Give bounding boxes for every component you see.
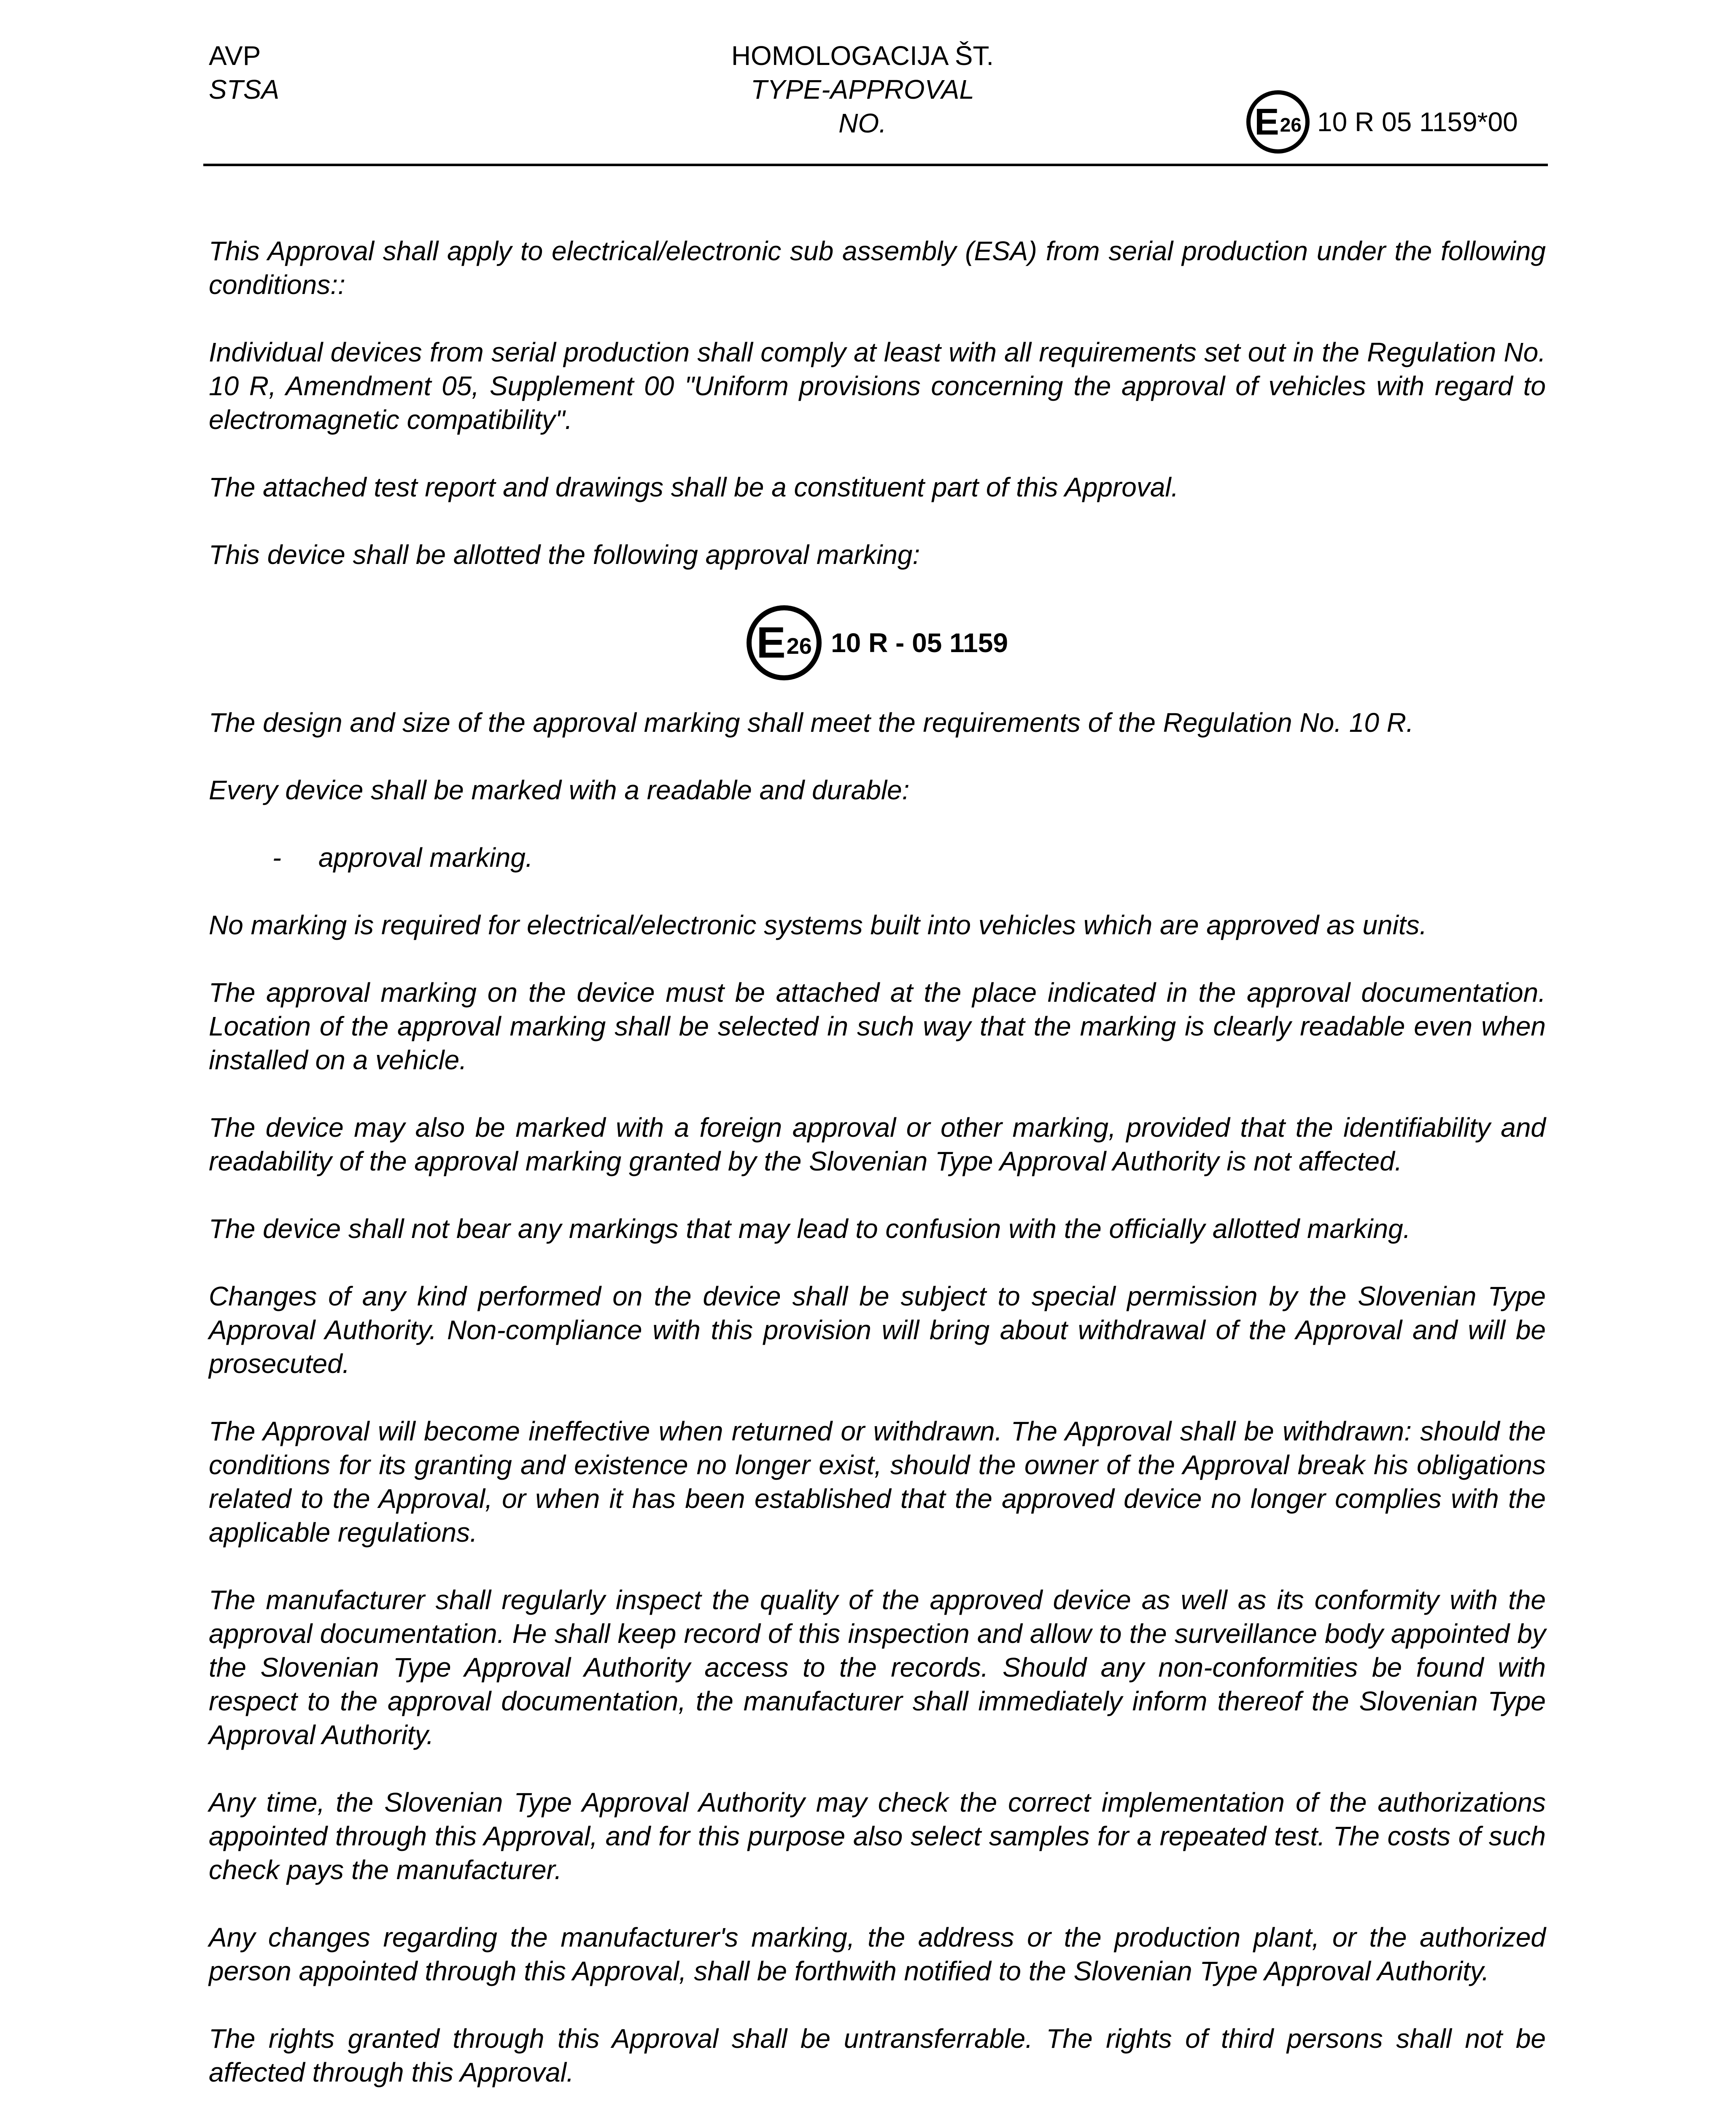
list-item <box>209 841 1546 874</box>
e26-circle-icon <box>1246 90 1310 154</box>
marking-letter: E <box>756 618 786 667</box>
emark-letter: E <box>1254 101 1279 143</box>
document-body <box>209 234 1546 2109</box>
header-approval-number: 10 R 05 1159*00 <box>1317 107 1518 137</box>
approval-marking <box>209 605 1546 680</box>
header-title-sl: HOMOLOGACIJA ŠT. <box>731 40 994 71</box>
paragraph-marking-location: The approval marking on the device must be attached at the place indicated in the approval documentation. Location of the approval marking shall be selected in such way that the marking is clearly readable even when installed on a vehicle. <box>209 977 1546 1075</box>
header-title-en: TYPE-APPROVAL NO. <box>751 74 974 138</box>
header-authority-code: AVP <box>209 40 261 71</box>
paragraph-marking-durable: Every device shall be marked with a readable and durable: <box>209 775 910 805</box>
marking-number: 26 <box>786 634 812 659</box>
header-divider <box>203 164 1548 166</box>
emark-number: 26 <box>1280 114 1302 136</box>
bullet-dash: - <box>272 842 281 873</box>
paragraph-attachments: The attached test report and drawings shall be a constituent part of this Approval. <box>209 472 1179 502</box>
header-title <box>728 39 997 140</box>
header-authority-code-en: STSA <box>209 74 280 105</box>
header-authority <box>209 39 279 106</box>
paragraph-marking-intro: This device shall be allotted the following approval marking: <box>209 539 920 570</box>
paragraph-no-confusion: The device shall not bear any markings that may lead to confusion with the officially allotted marking. <box>209 1214 1411 1244</box>
paragraph-requirements: Individual devices from serial production shall comply at least with all requirements set out in the Regulation No. 10 R, Amendment 05, Supplement 00 "Uniform provisions concerning the approval of vehicles with regard to electromagnetic compatibility". <box>209 337 1546 435</box>
e26-marking-icon <box>747 605 822 680</box>
paragraph-marking-design: The design and size of the approval marking shall meet the requirements of the Regulation No. 10 R. <box>209 707 1414 738</box>
paragraph-checks: Any time, the Slovenian Type Approval Authority may check the correct implementation of the authorizations appointed through this Approval, and for this purpose also select samples for a repeated test. The costs of such check pays the manufacturer. <box>209 1787 1546 1885</box>
approval-marking-text: 10 R - 05 1159 <box>831 628 1008 658</box>
header-approval <box>1246 86 1518 158</box>
paragraph-inspection: The manufacturer shall regularly inspect the quality of the approved device as well as its conformity with the approval documentation. He shall keep record of this inspection and allow to the surveillance body appointed by the Slovenian Type Approval Authority access to the records. Should any non-conformities be found with respect to the approval documentation, the manufacturer shall immediately inform thereof the Slovenian Type Approval Authority. <box>209 1585 1546 1750</box>
paragraph-withdrawal: The Approval will become ineffective when returned or withdrawn. The Approval shall be withdrawn: should the conditions for its granting and existence no longer exist, should the owner of the Approval break his obligations related to the Approval, or when it has been established that the approved device no longer complies with the applicable regulations. <box>209 1416 1546 1548</box>
paragraph-scope: This Approval shall apply to electrical/electronic sub assembly (ESA) from serial production under the following conditions:: <box>209 236 1546 300</box>
paragraph-no-marking: No marking is required for electrical/electronic systems built into vehicles which are approved as units. <box>209 910 1427 940</box>
paragraph-rights: The rights granted through this Approval shall be untransferrable. The rights of third persons shall not be affected through this Approval. <box>209 2023 1546 2087</box>
page-header <box>209 39 1546 165</box>
bullet-text: approval marking. <box>318 842 533 873</box>
paragraph-foreign-marking: The device may also be marked with a foreign approval or other marking, provided that the identifiability and readability of the approval marking granted by the Slovenian Type Approval Authority is not affected. <box>209 1112 1546 1176</box>
paragraph-changes: Changes of any kind performed on the device shall be subject to special permission by the Slovenian Type Approval Authority. Non-compliance with this provision will bring about withdrawal of the Approval and will be prosecuted. <box>209 1281 1546 1379</box>
paragraph-notification: Any changes regarding the manufacturer's marking, the address or the production plant, or the authorized person appointed through this Approval, shall be forthwith notified to the Slovenian Type Approval Authority. <box>209 1922 1546 1986</box>
